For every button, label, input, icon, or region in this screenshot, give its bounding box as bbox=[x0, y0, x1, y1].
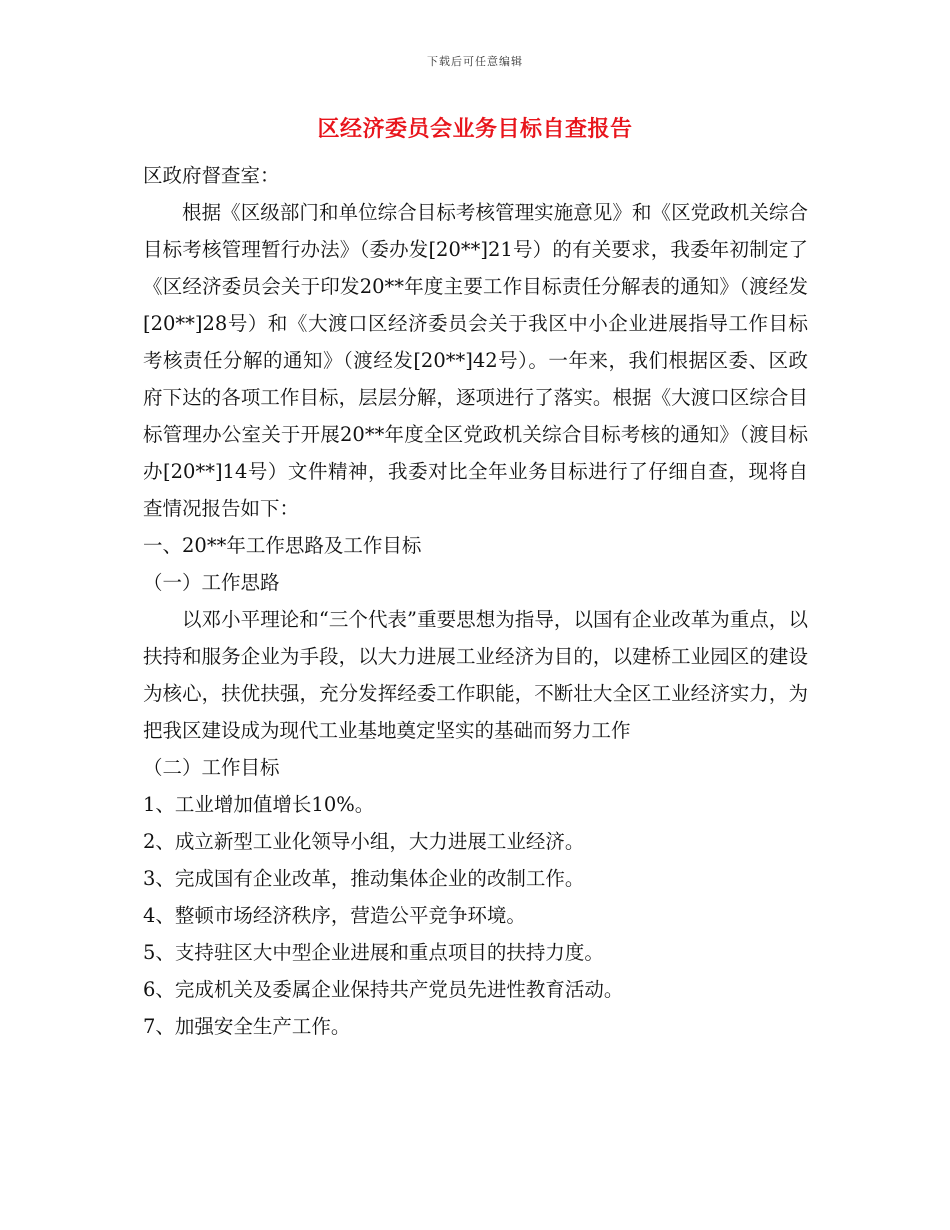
header-note: 下载后可任意编辑 bbox=[427, 55, 523, 68]
section-heading-1: 一、20**年工作思路及工作目标 bbox=[143, 534, 422, 557]
intro-paragraph: 根据《区级部门和单位综合目标考核管理实施意见》和《区党政机关综合目标考核管理暂行办法》（委办发[20**]21号）的有关要求，我委年初制定了《区经济委员会关于印发20**年度主要工作目标责任分解表的通知》（渡经发[20**]28号）和《大渡口区经济委员会关于我区中小企业进展指导工作目标考核责任分解的通知》（渡经发[20**]42号）。一年来，我们根据区委、区政府下达的各项工作目标，层层分解，逐项进行了落实。根据《大渡口区综合目标管理办公室关于开展20**年度全区党政机关综合目标考核的通知》（渡目标办[20**]14号）文件精神，我委对比全年业务目标进行了仔细自查，现将自查情况报告如下： bbox=[143, 201, 808, 520]
goal-item: 5、支持驻区大中型企业进展和重点项目的扶持力度。 bbox=[143, 941, 604, 964]
goal-item: 1、工业增加值增长10%。 bbox=[143, 793, 375, 816]
goal-item: 3、完成国有企业改革，推动集体企业的改制工作。 bbox=[143, 867, 585, 890]
document-body bbox=[143, 157, 808, 1045]
goal-item: 4、整顿市场经济秩序，营造公平竞争环境。 bbox=[143, 904, 526, 927]
goal-item: 2、成立新型工业化领导小组，大力进展工业经济。 bbox=[143, 830, 585, 853]
subsection-heading-goals: （二）工作目标 bbox=[143, 756, 280, 779]
goals-list bbox=[143, 786, 808, 1045]
thinking-paragraph: 以邓小平理论和“三个代表”重要思想为指导，以国有企业改革为重点，以扶持和服务企业为手段，以大力进展工业经济为目的，以建桥工业园区的建设为核心，扶优扶强，充分发挥经委工作职能，不断壮大全区工业经济实力，为把我区建设成为现代工业基地奠定坚实的基础而努力工作 bbox=[143, 608, 808, 742]
subsection-heading-thinking: （一）工作思路 bbox=[143, 571, 280, 594]
salutation: 区政府督查室： bbox=[143, 164, 280, 187]
goal-item: 7、加强安全生产工作。 bbox=[143, 1015, 351, 1038]
document-title: 区经济委员会业务目标自查报告 bbox=[317, 116, 633, 142]
goal-item: 6、完成机关及委属企业保持共产党员先进性教育活动。 bbox=[143, 978, 624, 1001]
